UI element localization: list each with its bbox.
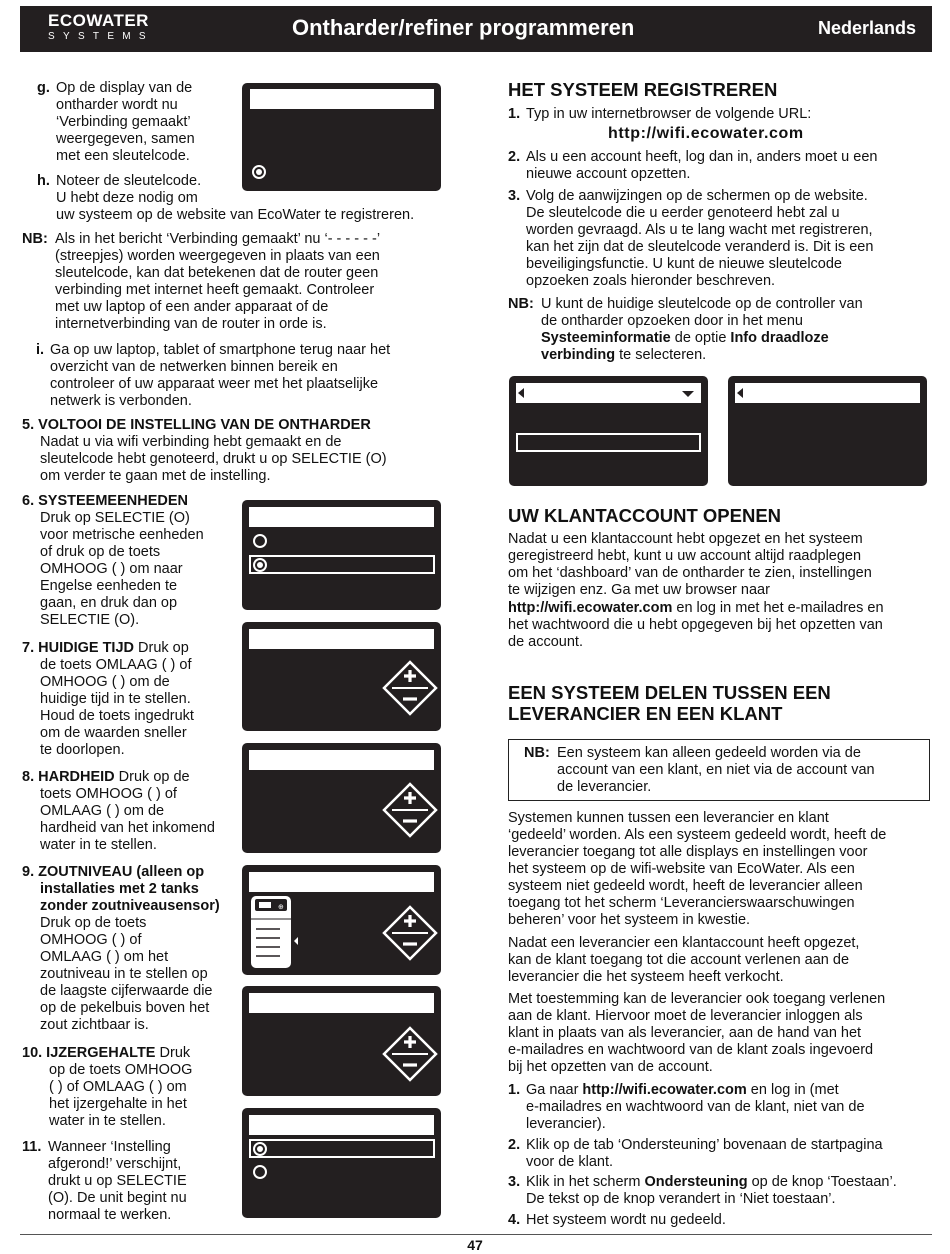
step-h-line: U hebt deze nodig om: [56, 190, 198, 206]
share-step-1: leverancier).: [526, 1116, 606, 1132]
plus-minus-icon: [382, 660, 438, 716]
step-g-label: g.: [37, 80, 50, 96]
step-7-line: Houd de toets ingedrukt: [40, 708, 194, 724]
step-8-line: water in te stellen.: [40, 837, 157, 853]
plus-minus-icon: [382, 1026, 438, 1082]
share-step-2: Klik op de tab ‘Ondersteuning’ bovenaan de startpagina: [526, 1137, 883, 1153]
list-number: 1.: [508, 106, 521, 122]
radio-unselected-icon: [253, 1165, 267, 1179]
list-number: 1.: [508, 1082, 521, 1098]
list-number: 3.: [508, 188, 521, 204]
plus-minus-icon: [382, 782, 438, 838]
step-11-line: (O). De unit begint nu: [48, 1190, 187, 1206]
radio-selected-icon: [253, 1142, 267, 1156]
nb-text: te selecteren.: [615, 347, 707, 363]
selection-highlight: [249, 555, 435, 574]
step-i-line: netwerk is verbonden.: [50, 393, 192, 409]
list-number: 3.: [508, 1174, 521, 1190]
step-8-first-rest: Druk op de: [114, 769, 190, 785]
register-step-3: kan het zijn dat de sleutelcode veranderd is. Dit is een: [526, 239, 874, 255]
register-step-3: worden gevraagd. Als u te lang wacht met registreren,: [526, 222, 873, 238]
step-6-line: Engelse eenheden te: [40, 578, 178, 594]
step-11-line: Wanneer ‘Instelling: [48, 1139, 171, 1155]
share-para-3: e-mailadres en wachtwoord van de klant zoals ingevoerd: [508, 1042, 874, 1058]
step-11-line: normaal te werken.: [48, 1207, 172, 1223]
step-8-first-line: [22, 769, 190, 786]
svg-text:⊕: ⊕: [278, 903, 284, 911]
step-i-label: i.: [36, 342, 45, 358]
option-wifi-info: Info draadloze: [730, 330, 829, 346]
share-nb-line: de leverancier.: [557, 779, 652, 795]
share-para-2: leverancier die het systeem heeft verkocht.: [508, 969, 784, 985]
share-step-1: [526, 1082, 839, 1099]
share-para-2: Nadat een leverancier een klantaccount heeft opgezet,: [508, 935, 860, 951]
account-line: geregistreerd hebt, kunt u uw account altijd raadplegen: [508, 548, 862, 564]
step-i-line: overzicht van de netwerken binnen bereik en: [50, 359, 338, 375]
share-para-3: aan de klant. Hiervoor moet de leverancier inloggen als: [508, 1008, 863, 1024]
step-g-line: ‘Verbinding gemaakt’: [56, 114, 191, 130]
step-10-first-line: [22, 1045, 190, 1062]
display-title-bar: [516, 383, 701, 403]
share-text: Ga naar: [526, 1082, 583, 1098]
step-h-line: uw systeem op de website van EcoWater te registreren.: [56, 207, 415, 223]
share-para-1: ‘gedeeld’ worden. Als een systeem gedeeld wordt, heeft de: [508, 827, 887, 843]
display-salt-level: [242, 865, 441, 975]
section-heading-register: HET SYSTEEM REGISTREREN: [508, 79, 778, 100]
menu-system-info: Systeeminformatie: [541, 330, 671, 346]
share-para-1: leverancier toegang tot alle displays en instellingen voor: [508, 844, 868, 860]
account-line: om het ‘dashboard’ van de ontharder te zien, instellingen: [508, 565, 872, 581]
display-title-bar: [249, 507, 434, 527]
section-heading-account: UW KLANTACCOUNT OPENEN: [508, 505, 782, 526]
share-text: op de knop ‘Toestaan’.: [747, 1174, 897, 1190]
step-6-line: voor metrische eenheden: [40, 527, 204, 543]
share-text: Klik in het scherm: [526, 1174, 645, 1190]
display-title-bar: [250, 89, 434, 109]
step-i-line: controleer of uw apparaat weer met het plaatselijke: [50, 376, 379, 392]
support-screen: Ondersteuning: [644, 1174, 748, 1190]
logo-sub: SYSTEMS: [48, 31, 154, 42]
page-header: [20, 6, 932, 52]
register-nb-line: de ontharder opzoeken door in het menu: [541, 313, 803, 329]
step-7-line: huidige tijd in te stellen.: [40, 691, 191, 707]
register-step-2: Als u een account heeft, log dan in, anders moet u een: [526, 149, 878, 165]
step-6-heading: 6. SYSTEEMEENHEDEN: [22, 493, 188, 509]
step-8-line: hardheid van het inkomend: [40, 820, 215, 836]
share-para-3: Met toestemming kan de leverancier ook toegang verlenen: [508, 991, 886, 1007]
nb-line: sleutelcode, kan dat betekenen dat de router geen: [55, 265, 379, 281]
selection-highlight: [249, 1139, 435, 1158]
share-step-2: voor de klant.: [526, 1154, 614, 1170]
step-10-heading: 10. IJZERGEHALTE: [22, 1045, 156, 1061]
share-step-3: De tekst op de knop verandert in ‘Niet toestaan’.: [526, 1191, 836, 1207]
step-9-heading: 9. ZOUTNIVEAU (alleen op: [22, 864, 205, 880]
display-title-bar: [249, 993, 434, 1013]
section-heading-share: LEVERANCIER EN EEN KLANT: [508, 703, 783, 724]
step-8-heading: 8. HARDHEID: [22, 769, 115, 785]
step-9-line: Druk op de toets: [40, 915, 147, 931]
step-10-line: ( ) of OMLAAG ( ) om: [49, 1079, 187, 1095]
step-7-line: de toets OMLAAG ( ) of: [40, 657, 192, 673]
arrow-left-icon: [737, 388, 743, 398]
step-6-line: of druk op de toets: [40, 544, 161, 560]
share-step-3: [526, 1174, 897, 1191]
display-menu-system-info: [509, 376, 708, 486]
step-i-line: Ga op uw laptop, tablet of smartphone terug naar het: [50, 342, 391, 358]
share-para-2: kan de klant toegang tot die account verlenen aan de: [508, 952, 850, 968]
share-step-1: e-mailadres en wachtwoord van de klant, niet van de: [526, 1099, 865, 1115]
share-para-1: toegang tot het scherm ‘Leverancierswaarschuwingen: [508, 895, 855, 911]
step-9-heading: installaties met 2 tanks: [40, 881, 199, 897]
plus-minus-icon: [382, 905, 438, 961]
section-heading-share: EEN SYSTEEM DELEN TUSSEN EEN: [508, 682, 831, 703]
step-6-line: Druk op SELECTIE (O): [40, 510, 190, 526]
step-8-line: OMLAAG ( ) om de: [40, 803, 165, 819]
list-number: 2.: [508, 149, 521, 165]
step-10-line: op de toets OMHOOG: [49, 1062, 193, 1078]
step-7-first-line: [22, 640, 189, 657]
display-current-time: [242, 622, 441, 731]
nb-line: verbinding met internet heeft gemaakt. Controleer: [55, 282, 375, 298]
step-9-line: OMHOOG ( ) of: [40, 932, 142, 948]
step-11-heading: 11.: [22, 1139, 42, 1155]
register-step-3: De sleutelcode die u eerder genoteerd hebt zal u: [526, 205, 840, 221]
step-5-line: om verder te gaan met de instelling.: [40, 468, 271, 484]
step-10-first-rest: Druk: [155, 1045, 191, 1061]
register-url: http://wifi.ecowater.com: [608, 125, 804, 142]
share-text: en log in (met: [746, 1082, 839, 1098]
nb-line: Als in het bericht ‘Verbinding gemaakt’ nu ‘- - - - - -’: [55, 231, 381, 247]
share-para-3: bij het opzetten van de account.: [508, 1059, 713, 1075]
share-para-1: systeem niet gedeeld wordt, heeft de leverancier alleen: [508, 878, 863, 894]
step-9-heading: zonder zoutniveausensor): [40, 898, 220, 914]
logo-name: ECOWATER: [48, 11, 149, 30]
register-step-1: Typ in uw internetbrowser de volgende URL:: [526, 106, 812, 122]
register-step-3: opzoeken zoals hieronder beschreven.: [526, 273, 776, 289]
list-number: 2.: [508, 1137, 521, 1153]
nb-line: met uw laptop of een ander apparaat of de: [55, 299, 329, 315]
step-11-line: drukt u op SELECTIE: [48, 1173, 187, 1189]
register-nb-line: U kunt de huidige sleutelcode op de controller van: [541, 296, 863, 312]
step-7-line: te doorlopen.: [40, 742, 125, 758]
option-wifi-info: verbinding: [541, 347, 616, 363]
page-title: Ontharder/refiner programmeren: [292, 15, 635, 40]
nb-label: NB:: [524, 745, 550, 761]
register-step-3: Volg de aanwijzingen op de schermen op de website.: [526, 188, 868, 204]
ecowater-logo: [48, 12, 154, 43]
display-wifi-info: [728, 376, 927, 486]
step-7-line: om de waarden sneller: [40, 725, 187, 741]
page-number: 47: [467, 1237, 483, 1253]
display-setup-complete: [242, 1108, 441, 1218]
account-line: te wijzigen enz. Ga met uw browser naar: [508, 582, 770, 598]
register-step-3: beveiligingsfunctie. U kunt de nieuwe sleutelcode: [526, 256, 842, 272]
step-7-line: OMHOOG ( ) om de: [40, 674, 170, 690]
display-iron-level: [242, 986, 441, 1096]
step-10-line: het ijzergehalte in het: [49, 1096, 187, 1112]
nb-line: internetverbinding van de router in orde is.: [55, 316, 327, 332]
display-connection-made: [242, 83, 441, 191]
share-nb-line: account van een klant, en niet via de account van: [557, 762, 875, 778]
selection-highlight: [516, 433, 701, 452]
step-5-line: Nadat u via wifi verbinding hebt gemaakt en de: [40, 434, 342, 450]
step-g-line: met een sleutelcode.: [56, 148, 190, 164]
display-title-bar: [249, 629, 434, 649]
step-5-heading: 5. VOLTOOI DE INSTELLING VAN DE ONTHARDER: [22, 417, 371, 433]
register-step-2: nieuwe account opzetten.: [526, 166, 691, 182]
nb-label: NB:: [508, 296, 534, 312]
radio-unselected-icon: [253, 534, 267, 548]
account-line: de account.: [508, 634, 583, 650]
radio-selected-icon: [252, 165, 266, 179]
step-6-line: gaan, en druk dan op: [40, 595, 178, 611]
display-title-bar: [249, 750, 434, 770]
footer-divider: [20, 1234, 932, 1235]
share-para-3: klant in plaats van als leverancier, aan de hand van het: [508, 1025, 862, 1041]
step-9-line: OMLAAG ( ) om het: [40, 949, 169, 965]
step-h-label: h.: [37, 173, 50, 189]
step-7-first-rest: Druk op: [134, 640, 189, 656]
display-title-bar: [249, 1115, 434, 1135]
step-10-line: water in te stellen.: [49, 1113, 166, 1129]
step-9-line: zout zichtbaar is.: [40, 1017, 149, 1033]
share-step-4: Het systeem wordt nu gedeeld.: [526, 1212, 726, 1228]
step-g-line: ontharder wordt nu: [56, 97, 178, 113]
account-url: http://wifi.ecowater.com: [508, 600, 673, 616]
language-label: Nederlands: [817, 18, 916, 38]
step-11-line: afgerond!’ verschijnt,: [48, 1156, 182, 1172]
salt-tank-icon: [250, 895, 300, 969]
step-5-line: sleutelcode hebt genoteerd, drukt u op SELECTIE (O): [40, 451, 387, 467]
account-line: Nadat u een klantaccount hebt opgezet en het systeem: [508, 531, 863, 547]
step-7-heading: 7. HUIDIGE TIJD: [22, 640, 134, 656]
share-para-1: Systemen kunnen tussen een leverancier en klant: [508, 810, 829, 826]
register-nb-line: [541, 330, 829, 347]
share-url: http://wifi.ecowater.com: [582, 1082, 747, 1098]
step-6-line: OMHOOG ( ) om naar: [40, 561, 183, 577]
arrow-left-icon: [518, 388, 524, 398]
step-9-line: op de pekelbuis boven het: [40, 1000, 210, 1016]
step-6-line: SELECTIE (O).: [40, 612, 140, 628]
display-system-units: [242, 500, 441, 610]
share-para-1: het systeem op de wifi-website van EcoWater. Als een: [508, 861, 855, 877]
list-number: 4.: [508, 1212, 521, 1228]
share-para-1: beheren’ voor het systeem in kwestie.: [508, 912, 751, 928]
share-nb-line: Een systeem kan alleen gedeeld worden via de: [557, 745, 861, 761]
step-h-line: Noteer de sleutelcode.: [56, 173, 202, 189]
register-nb-line: [541, 347, 706, 364]
nb-text: de optie: [670, 330, 731, 346]
account-text: en log in met het e-mailadres en: [672, 600, 884, 616]
account-line: het wachtwoord die u hebt opgegeven bij het opzetten van: [508, 617, 883, 633]
display-title-bar: [249, 872, 434, 892]
account-line: [508, 600, 884, 617]
step-9-line: zoutniveau in te stellen op: [40, 966, 208, 982]
step-g-line: weergegeven, samen: [56, 131, 195, 147]
nb-line: (streepjes) worden weergegeven in plaats van een: [55, 248, 380, 264]
chevron-down-icon: [682, 391, 694, 397]
step-9-line: de laagste cijferwaarde die: [40, 983, 213, 999]
display-title-bar: [735, 383, 920, 403]
nb-label: NB:: [22, 231, 48, 247]
display-hardness: [242, 743, 441, 853]
radio-selected-icon: [253, 558, 267, 572]
step-g-line: Op de display van de: [56, 80, 193, 96]
step-8-line: toets OMHOOG ( ) of: [40, 786, 177, 802]
